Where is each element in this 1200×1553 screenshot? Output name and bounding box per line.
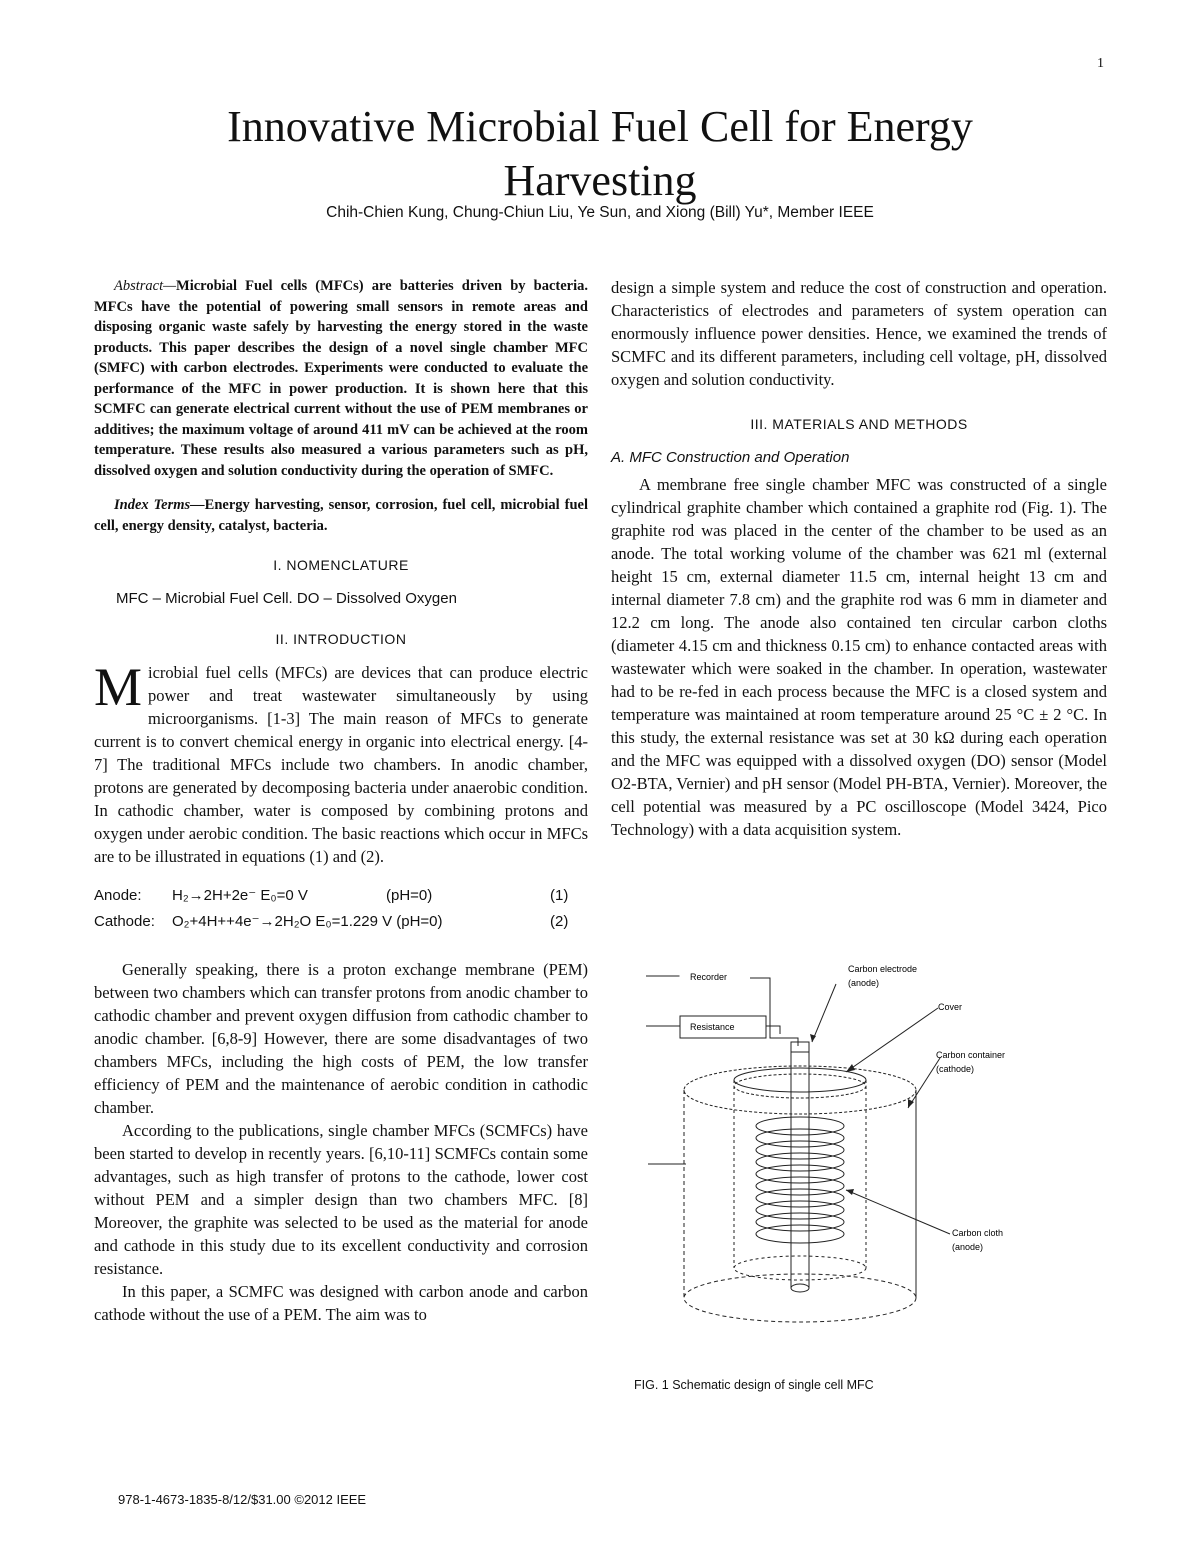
drop-cap: M	[94, 657, 143, 717]
carbon-cloth-stack	[756, 1117, 844, 1243]
intro-p1-text: icrobial fuel cells (MFCs) are devices that can produce electric power and treat wastewater simultaneously by using microorganisms. [1-3] The main reason of MFCs to generate current is to convert chemical energy in organic into electrical energy. [4-7] The traditional MFCs include two chambers. In anodic chamber, protons are generated by decomposing bacteria under anaerobic condition. In cathodic chamber, water is composed by combining protons and oxygen under aerobic condition. The basic reactions which occur in MFCs are to be illustrated in equations (1) and (2).	[94, 663, 588, 866]
eq1-number: (1)	[550, 887, 569, 904]
label-recorder: Recorder	[690, 972, 728, 982]
label-resistance: Resistance	[690, 1022, 735, 1032]
outer-cylinder-bottom	[684, 1274, 916, 1322]
right-paragraph-1: design a simple system and reduce the cost of construction and operation. Characteristics of electrodes and parameters of system operation can enormously influence power densities. Hence, we examined the trends of SCMFC and its different parameters, including cell voltage, pH, dissolved oxygen and solution conductivity.	[611, 278, 1107, 389]
eq1-label: Anode:	[94, 887, 142, 904]
rod-cap	[791, 1042, 809, 1052]
eq2-label: Cathode:	[94, 913, 155, 930]
label-carbon-cloth-2: (anode)	[952, 1242, 984, 1252]
equation-1	[94, 884, 588, 908]
section-heading-nomenclature: I. NOMENCLATURE	[273, 557, 409, 573]
eq1-condition: (pH=0)	[386, 887, 433, 904]
methods-paragraph-1: A membrane free single chamber MFC was constructed of a single cylindrical graphite chamber which contained a graphite rod (Fig. 1). The graphite rod was placed in the center of the chamber to be used as an anode. The total working volume of the chamber was 621 ml (external height 15 cm, external diameter 11.5 cm, internal height 13 cm and internal diameter 7.8 cm) and the graphite rod was 6 mm in diameter and 12.2 cm long. The anode also contained ten circular carbon cloths (diameter 4.15 cm and thickness 0.15 cm) to enhance contacted areas with wastewater which were soaked in the chamber. In operation, wastewater had to be re-fed in each process because the MFC is a closed system and temperature was maintained at room temperature around 25 °C ± 2 °C. In this study, the external resistance was set at 30 kΩ during each operation and the MFC was equipped with a dissolved oxygen (DO) sensor (Model O2-BTA, Vernier) and pH sensor (Model PH-BTA, Vernier). Moreover, the cell potential was measured by a PC oscilloscope (Model 3424, Pico Technology) with a data acquisition system.	[611, 475, 1108, 839]
left-column	[94, 276, 588, 1326]
label-carbon-container-2: (cathode)	[936, 1064, 975, 1074]
label-carbon-container: Carbon container	[936, 1050, 1006, 1060]
title-line-2: Harvesting	[503, 156, 697, 205]
paper-title	[0, 100, 1200, 208]
abstract-text: Microbial Fuel cells (MFCs) are batteries driven by bacteria. MFCs have the potential of powering small sensors in remote areas and disposing organic waste safely by harvesting the energy stored in the waste products. This paper describes the design of a novel single chamber MFC (SMFC) with carbon electrodes. Experiments were conducted to evaluate the performance of the MFC in power production. It is shown here that this SCMFC can generate electrical current without the use of PEM membranes or additives; the maximum voltage of around 411 mV can be achieved at the room temperature. These results also measured a various parameters such as pH, dissolved oxygen and solution conductivity during the operation of SMFC.	[94, 278, 588, 479]
resistance-wire	[766, 1026, 780, 1034]
eq2-reaction: O₂+4H++4e⁻→2H₂O E₀=1.229 V (pH=0)	[172, 913, 443, 930]
subsection-heading-a: A. MFC Construction and Operation	[611, 449, 850, 466]
inner-container-rim	[734, 1074, 866, 1098]
title-line-1: Innovative Microbial Fuel Cell for Energy	[227, 102, 973, 151]
outer-cylinder-top	[684, 1066, 916, 1114]
leader-cover	[846, 1008, 938, 1072]
arrowheads	[810, 1034, 914, 1195]
eq2-number: (2)	[550, 913, 569, 930]
index-label: Index Terms—	[114, 497, 205, 513]
section-heading-methods: III. MATERIALS AND METHODS	[750, 416, 968, 432]
leader-electrode	[812, 984, 836, 1042]
figure-caption: FIG. 1 Schematic design of single cell MFC	[634, 1378, 874, 1392]
eq1-reaction: H₂→2H+2e⁻ E₀=0 V	[172, 887, 308, 904]
copyright-footer: 978-1-4673-1835-8/12/$31.00 ©2012 IEEE	[118, 1492, 367, 1507]
mfc-schematic-figure	[640, 958, 1040, 1348]
label-carbon-electrode-2: (anode)	[848, 978, 880, 988]
section-heading-introduction: II. INTRODUCTION	[275, 631, 407, 647]
intro-paragraph-4: In this paper, a SCMFC was designed with carbon anode and carbon cathode without the use of a PEM. The aim was to	[94, 1282, 588, 1324]
index-terms	[94, 495, 588, 536]
index-text: Energy harvesting, sensor, corrosion, fuel cell, microbial fuel cell, energy density, catalyst, bacteria.	[94, 497, 589, 534]
intro-paragraph-1	[94, 657, 588, 868]
rod-bottom	[791, 1284, 809, 1292]
intro-paragraph-2: Generally speaking, there is a proton exchange membrane (PEM) between two chambers which can transfer protons from anodic chamber to cathodic chamber and prevent oxygen diffusion from cathodic chamber to anodic chamber. [6,8-9] However, there are some disadvantages of two chambers MFCs, including the high costs of PEM, the low transfer efficiency of PEM and the maintenance of aerobic condition in cathodic chamber.	[94, 960, 588, 1117]
intro-paragraph-3: According to the publications, single chamber MFCs (SCMFCs) have been started to develop in recently years. [6,10-11] SCMFCs contain some advantages, such as high transfer of protons to the cathode, lower cost without PEM and a simpler design than two chambers MFC. [8] Moreover, the graphite was selected to be used as the material for anode and cathode in this study due to its excellent conductivity and corrosion resistance.	[94, 1121, 588, 1278]
recorder-wire-left	[646, 976, 680, 981]
abstract	[94, 276, 588, 481]
label-carbon-cloth: Carbon cloth	[952, 1228, 1004, 1238]
page-number: 1	[1097, 56, 1104, 71]
equation-2	[94, 910, 588, 934]
right-column	[611, 276, 1107, 841]
leader-cloth	[846, 1190, 950, 1234]
nomenclature: MFC – Microbial Fuel Cell. DO – Dissolved Oxygen	[116, 590, 457, 607]
label-carbon-electrode: Carbon electrode	[848, 964, 918, 974]
authors: Chih-Chien Kung, Chung-Chiun Liu, Ye Sun, and Xiong (Bill) Yu*, Member IEEE	[326, 204, 874, 221]
label-cover: Cover	[938, 1002, 963, 1012]
inner-container-bottom	[734, 1256, 866, 1280]
abstract-label: Abstract—	[114, 278, 177, 294]
